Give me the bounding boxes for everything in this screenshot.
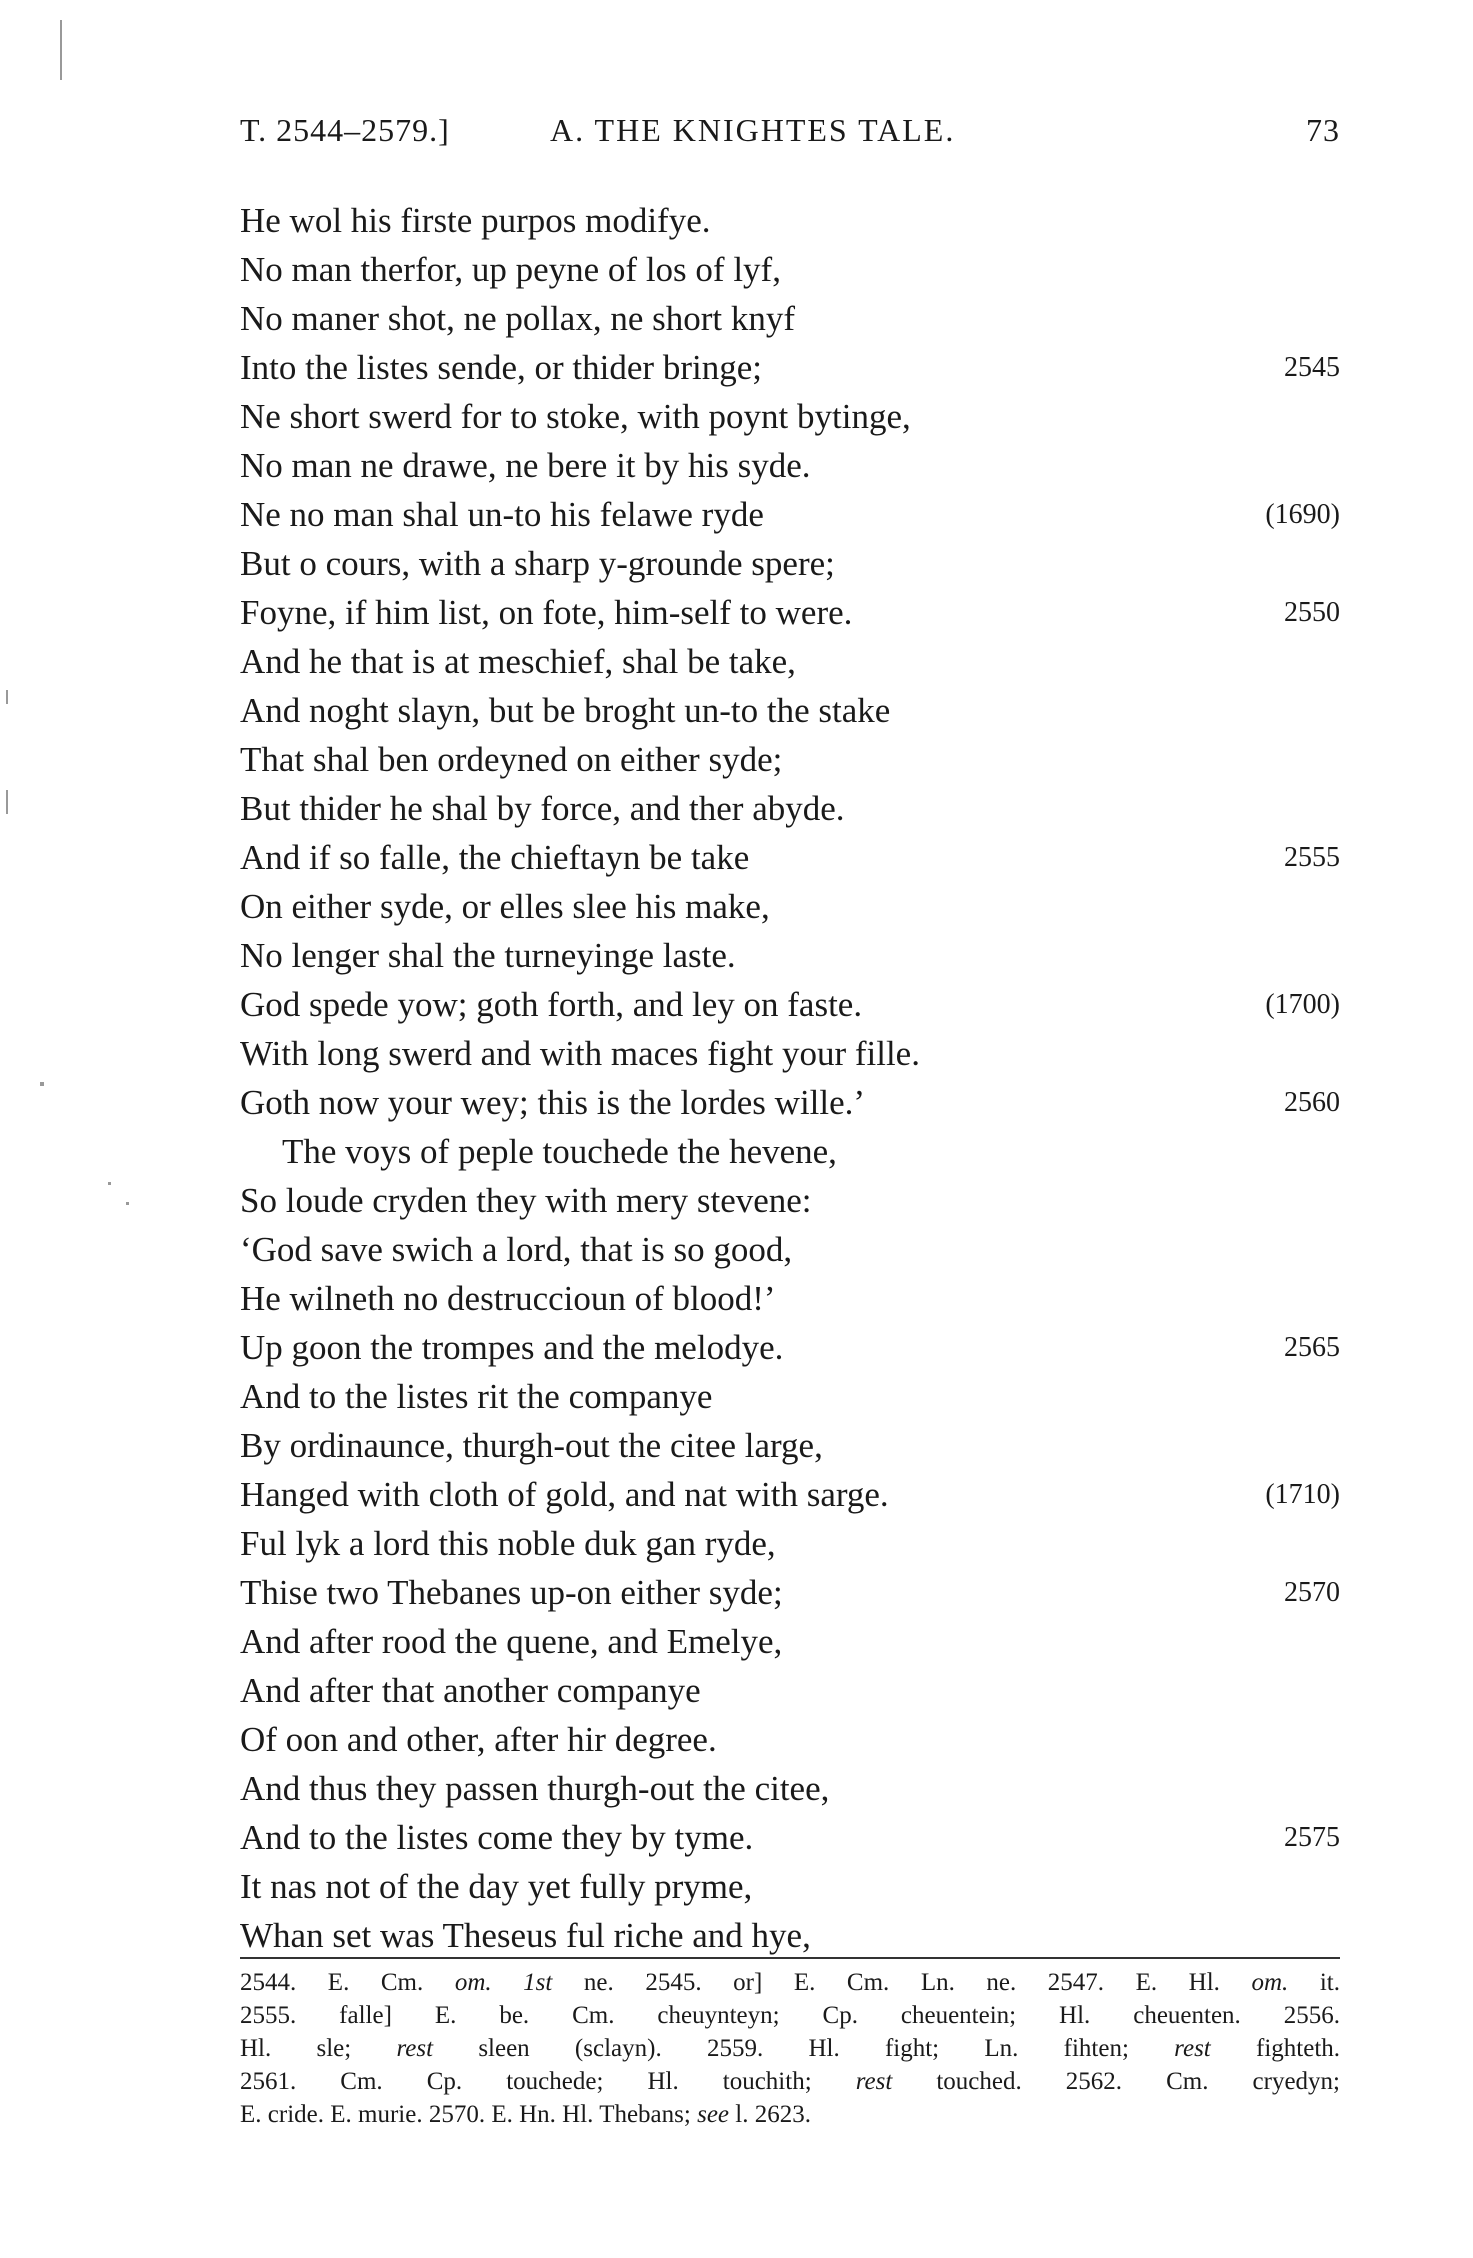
verse-line [240,343,1340,392]
verse-text: By ordinaunce, thurgh-out the citee large, [240,1426,823,1465]
line-number: 2555 [1284,842,1340,873]
verse-text: No man therfor, up peyne of los of lyf, [240,250,781,289]
verse-text: And after rood the quene, and Emelye, [240,1622,783,1661]
verse-text: Goth now your wey; this is the lordes wille.’ [240,1083,866,1122]
verse-line [240,1421,1340,1470]
line-number: 2575 [1284,1822,1340,1853]
verse-line [240,245,1340,294]
verse-text: Ful lyk a lord this noble duk gan ryde, [240,1524,776,1563]
verse-line [240,1666,1340,1715]
verse-line [240,539,1340,588]
footnote-line: 2544. E. Cm. om. 1st ne. 2545. or] E. Cm. Ln. ne. 2547. E. Hl. om. it. [240,1969,1340,1996]
verse-text: And thus they passen thurgh-out the citee, [240,1769,830,1808]
verse-text: ‘God save swich a lord, that is so good, [240,1230,793,1269]
verse-text: Into the listes sende, or thider bringe; [240,348,762,387]
verse-text: And to the listes rit the companye [240,1377,713,1416]
verse-line [240,1813,1340,1862]
verse-text: On either syde, or elles slee his make, [240,887,770,926]
line-number: (1710) [1265,1479,1340,1510]
verse-line [240,1225,1340,1274]
verse-text: It nas not of the day yet fully pryme, [240,1867,753,1906]
verse-line [240,637,1340,686]
verse-line [240,1617,1340,1666]
verse-line [240,1176,1340,1225]
footnotes [240,1966,1340,2131]
verse-line [240,833,1340,882]
line-number: 2550 [1284,597,1340,628]
verse-text: Whan set was Theseus ful riche and hye, [240,1916,811,1955]
verse-line [240,1519,1340,1568]
verse-line [240,1911,1340,1960]
verse-line [240,392,1340,441]
verse-line [240,931,1340,980]
verse-text: Ne short swerd for to stoke, with poynt bytinge, [240,397,911,436]
verse-text: With long swerd and with maces fight your fille. [240,1034,920,1073]
verse-text: Up goon the trompes and the melodye. [240,1328,784,1367]
verse-text: He wilneth no destruccioun of blood!’ [240,1279,776,1318]
footnote-rule [240,1957,1340,1959]
verse-line [240,294,1340,343]
running-header [240,112,1340,156]
footnote-line: 2555. falle] E. be. Cm. cheuynteyn; Cp. cheuentein; Hl. cheuenten. 2556. [240,2002,1340,2029]
verse-text: God spede yow; goth forth, and ley on faste. [240,985,863,1024]
verse-text: No man ne drawe, ne bere it by his syde. [240,446,811,485]
verse-line [240,686,1340,735]
footnote-line: 2561. Cm. Cp. touchede; Hl. touchith; rest touched. 2562. Cm. cryedyn; [240,2068,1340,2095]
verse-text: And if so falle, the chieftayn be take [240,838,750,877]
verse-line [240,588,1340,637]
verse-line [240,196,1340,245]
verse-line [240,1715,1340,1764]
verse-text: The voys of peple touchede the hevene, [282,1132,837,1171]
footnote-line: E. cride. E. murie. 2570. E. Hn. Hl. Thebans; see l. 2623. [240,2101,811,2128]
verse-line [240,1127,1340,1176]
verse-line [240,1372,1340,1421]
verse-line [240,1568,1340,1617]
verse-line [240,1029,1340,1078]
verse-line [240,1078,1340,1127]
verse-line [240,1274,1340,1323]
verse-text: Ne no man shal un-to his felawe ryde [240,495,764,534]
verse-text: And noght slayn, but be broght un-to the stake [240,691,891,730]
verse-block [240,196,1340,1960]
line-number: (1690) [1265,499,1340,530]
verse-line [240,784,1340,833]
verse-text: But thider he shal by force, and ther abyde. [240,789,845,828]
verse-line [240,882,1340,931]
verse-text: But o cours, with a sharp y-grounde spere; [240,544,835,583]
verse-text: And to the listes come they by tyme. [240,1818,754,1857]
footnote-line: Hl. sle; rest sleen (sclayn). 2559. Hl. fight; Ln. fihten; rest fighteth. [240,2035,1341,2062]
verse-line [240,441,1340,490]
verse-text: And he that is at meschief, shal be take, [240,642,796,681]
verse-text: Of oon and other, after hir degree. [240,1720,717,1759]
verse-text: And after that another companye [240,1671,701,1710]
verse-line [240,980,1340,1029]
verse-line [240,1470,1340,1519]
verse-text: That shal ben ordeyned on either syde; [240,740,783,779]
page-title: A. THE KNIGHTES TALE. [550,112,956,148]
verse-line [240,1764,1340,1813]
line-number: 2570 [1284,1577,1340,1608]
verse-text: Foyne, if him list, on fote, him-self to were. [240,593,853,632]
verse-line [240,490,1340,539]
line-number: (1700) [1265,989,1340,1020]
line-number: 2545 [1284,352,1340,383]
verse-text: So loude cryden they with mery stevene: [240,1181,812,1220]
verse-line [240,1323,1340,1372]
verse-text: No lenger shal the turneyinge laste. [240,936,736,975]
page-number: 73 [1306,112,1340,148]
line-number: 2565 [1284,1332,1340,1363]
verse-text: No maner shot, ne pollax, ne short knyf [240,299,796,338]
verse-text: Thise two Thebanes up-on either syde; [240,1573,783,1612]
line-number: 2560 [1284,1087,1340,1118]
verse-line [240,735,1340,784]
verse-text: Hanged with cloth of gold, and nat with sarge. [240,1475,889,1514]
line-range: T. 2544–2579.] [240,112,450,148]
verse-line [240,1862,1340,1911]
verse-text: He wol his firste purpos modifye. [240,201,711,240]
